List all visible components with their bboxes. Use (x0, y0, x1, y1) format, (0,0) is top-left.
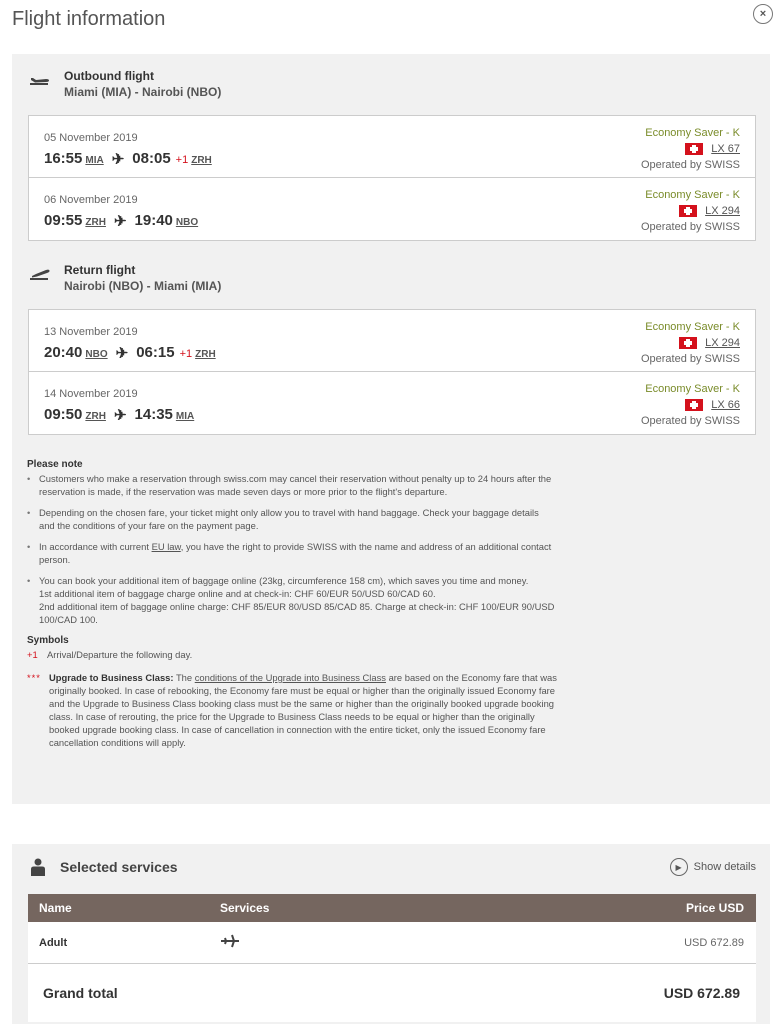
departure-code: ZRH (85, 411, 106, 422)
fare-class: Economy Saver - K (645, 321, 740, 333)
swiss-flag-icon (679, 205, 697, 217)
next-day-marker: +1 (175, 154, 189, 166)
landing-icon (28, 262, 52, 286)
fare-class: Economy Saver - K (645, 383, 740, 395)
segment-details (641, 125, 740, 173)
symbols-title: Symbols (27, 635, 69, 646)
segment-details (641, 319, 740, 367)
services-header (30, 858, 178, 876)
upgrade-conditions-link[interactable]: conditions of the Upgrade into Business Class (194, 672, 386, 683)
services-title: Selected services (60, 859, 178, 875)
note-item (27, 540, 557, 566)
upgrade-title: Upgrade to Business Class: (49, 672, 174, 683)
note-item (27, 574, 557, 626)
note-text: , you have the right to provide SWISS with the name and address of an additional contact person. (39, 541, 552, 565)
column-name: Name (39, 901, 72, 915)
show-details-label: Show details (693, 861, 756, 873)
arrival-code: ZRH (195, 349, 216, 360)
operated-by: Operated by SWISS (640, 353, 740, 365)
segment-details (641, 381, 740, 429)
arrival-time: 08:05 (132, 150, 171, 167)
departure-time: 09:50 (44, 406, 83, 423)
flight-number-link[interactable]: LX 294 (705, 205, 740, 217)
symbol-description: Arrival/Departure the following day. (47, 649, 193, 660)
outbound-header (28, 68, 221, 108)
grand-total-value: USD 672.89 (663, 985, 740, 1001)
show-details-button[interactable] (670, 858, 756, 876)
arrival-time: 14:35 (134, 406, 173, 423)
fare-class: Economy Saver - K (645, 127, 740, 139)
segment-details (641, 187, 740, 235)
upgrade-marker: *** (27, 672, 41, 683)
upgrade-text-pre: The (173, 672, 195, 683)
services-table (28, 894, 756, 1022)
departure-code: ZRH (85, 217, 106, 228)
swiss-flag-icon (679, 337, 697, 349)
segment-date: 13 November 2019 (44, 326, 138, 338)
note-text: In accordance with current (39, 541, 152, 552)
plane-icon (220, 933, 240, 949)
symbol-next-day (27, 648, 557, 661)
flight-number[interactable] (641, 141, 740, 157)
flight-number[interactable] (641, 203, 740, 219)
flight-info-panel (12, 54, 770, 804)
arrival-code: NBO (175, 217, 199, 228)
operated-by: Operated by SWISS (640, 221, 740, 233)
segment-date: 05 November 2019 (44, 132, 138, 144)
play-icon: ▶ (670, 858, 688, 876)
flight-number-link[interactable]: LX 67 (711, 143, 740, 155)
arrival-code: ZRH (191, 155, 212, 166)
flight-segment[interactable] (29, 310, 755, 372)
services-panel (12, 844, 770, 1024)
note-item (27, 506, 557, 532)
departure-time: 16:55 (44, 150, 83, 167)
service-cell (220, 933, 480, 952)
operated-by: Operated by SWISS (640, 415, 740, 427)
column-price: Price USD (685, 901, 744, 915)
flight-number[interactable] (641, 335, 740, 351)
grand-total-row (28, 964, 756, 1022)
table-row (28, 922, 756, 964)
segment-times (44, 149, 212, 167)
segment-date: 06 November 2019 (44, 194, 138, 206)
symbol-upgrade (27, 671, 557, 749)
passenger-type: Adult (39, 936, 68, 949)
notes-title: Please note (27, 459, 83, 470)
flight-segment[interactable] (29, 372, 755, 434)
flight-number-link[interactable]: LX 66 (711, 399, 740, 411)
segment-times (44, 211, 198, 229)
outbound-label: Outbound flight (64, 69, 154, 83)
notes-section (27, 458, 557, 759)
return-header (28, 262, 221, 302)
flight-segment[interactable] (29, 178, 755, 240)
arrival-time: 06:15 (136, 344, 175, 361)
eu-law-link[interactable]: EU law (151, 541, 181, 552)
page-title: Flight information (12, 8, 166, 30)
note-text: 2nd additional item of baggage online charge: CHF 85/EUR 80/USD 85/CAD 85. Charge at check-in: CHF 100/EUR 90/USD 100/CAD 100. (39, 601, 555, 625)
close-button[interactable] (753, 4, 773, 24)
person-icon (30, 858, 46, 876)
swiss-flag-icon (685, 143, 703, 155)
outbound-route: Miami (MIA) - Nairobi (NBO) (64, 85, 222, 99)
note-item (27, 472, 557, 498)
return-route: Nairobi (NBO) - Miami (MIA) (64, 279, 222, 293)
next-day-marker: +1 (27, 649, 38, 660)
arrival-code: MIA (175, 411, 195, 422)
departure-time: 09:55 (44, 212, 83, 229)
takeoff-icon (28, 68, 52, 92)
departure-time: 20:40 (44, 344, 83, 361)
segment-times (44, 405, 194, 423)
fare-class: Economy Saver - K (645, 189, 740, 201)
departure-code: MIA (85, 155, 104, 166)
plane-icon: ✈ (113, 407, 127, 424)
flight-number-link[interactable]: LX 294 (705, 337, 740, 349)
segment-times (44, 343, 216, 361)
upgrade-text (49, 671, 557, 749)
note-text: Depending on the chosen fare, your ticket might only allow you to travel with hand baggage. Check your baggage details and the conditions of your fare on the payment page. (39, 507, 539, 531)
note-text: Customers who make a reservation through swiss.com may cancel their reservation without penalty up to 24 hours after the reservation is made, if the reservation was made seven days or more prior to the flight's departure. (39, 473, 552, 497)
outbound-segments (28, 115, 756, 241)
segment-date: 14 November 2019 (44, 388, 138, 400)
return-label: Return flight (64, 263, 136, 277)
flight-segment[interactable] (29, 116, 755, 178)
upgrade-text-post: are based on the Economy fare that was originally booked. In case of rebooking, the Economy fare must be equal or higher than the originally issued Economy fare and the Upgrade to Business Class booking class must be the same or higher than the originally booked upgrade booking class. In case of rerouting, the price for the Upgrade to Business Class needs to be equal or higher than the originally booked upgrade booking class. In case of cancellation in connection with the entire ticket, only the issued Economy fare cancellation conditions will apply. (49, 672, 557, 748)
operated-by: Operated by SWISS (640, 159, 740, 171)
plane-icon: ✈ (111, 151, 125, 168)
arrival-time: 19:40 (134, 212, 173, 229)
note-text: 1st additional item of baggage charge online and at check-in: CHF 60/EUR 50/USD 60/CAD 60. (39, 588, 436, 599)
plane-icon: ✈ (113, 213, 127, 230)
next-day-marker: +1 (179, 348, 193, 360)
close-icon: × (759, 8, 767, 20)
notes-list (27, 472, 557, 626)
return-segments (28, 309, 756, 435)
flight-number[interactable] (641, 397, 740, 413)
price-cell: USD 672.89 (684, 936, 744, 949)
column-services: Services (220, 901, 270, 915)
swiss-flag-icon (685, 399, 703, 411)
note-text: • You can book your additional item of baggage online (23kg, circumference 158 cm), which saves you time and money. (39, 575, 529, 586)
departure-code: NBO (85, 349, 108, 360)
grand-total-label: Grand total (43, 985, 118, 1001)
plane-icon: ✈ (115, 345, 129, 362)
table-header (28, 894, 756, 922)
